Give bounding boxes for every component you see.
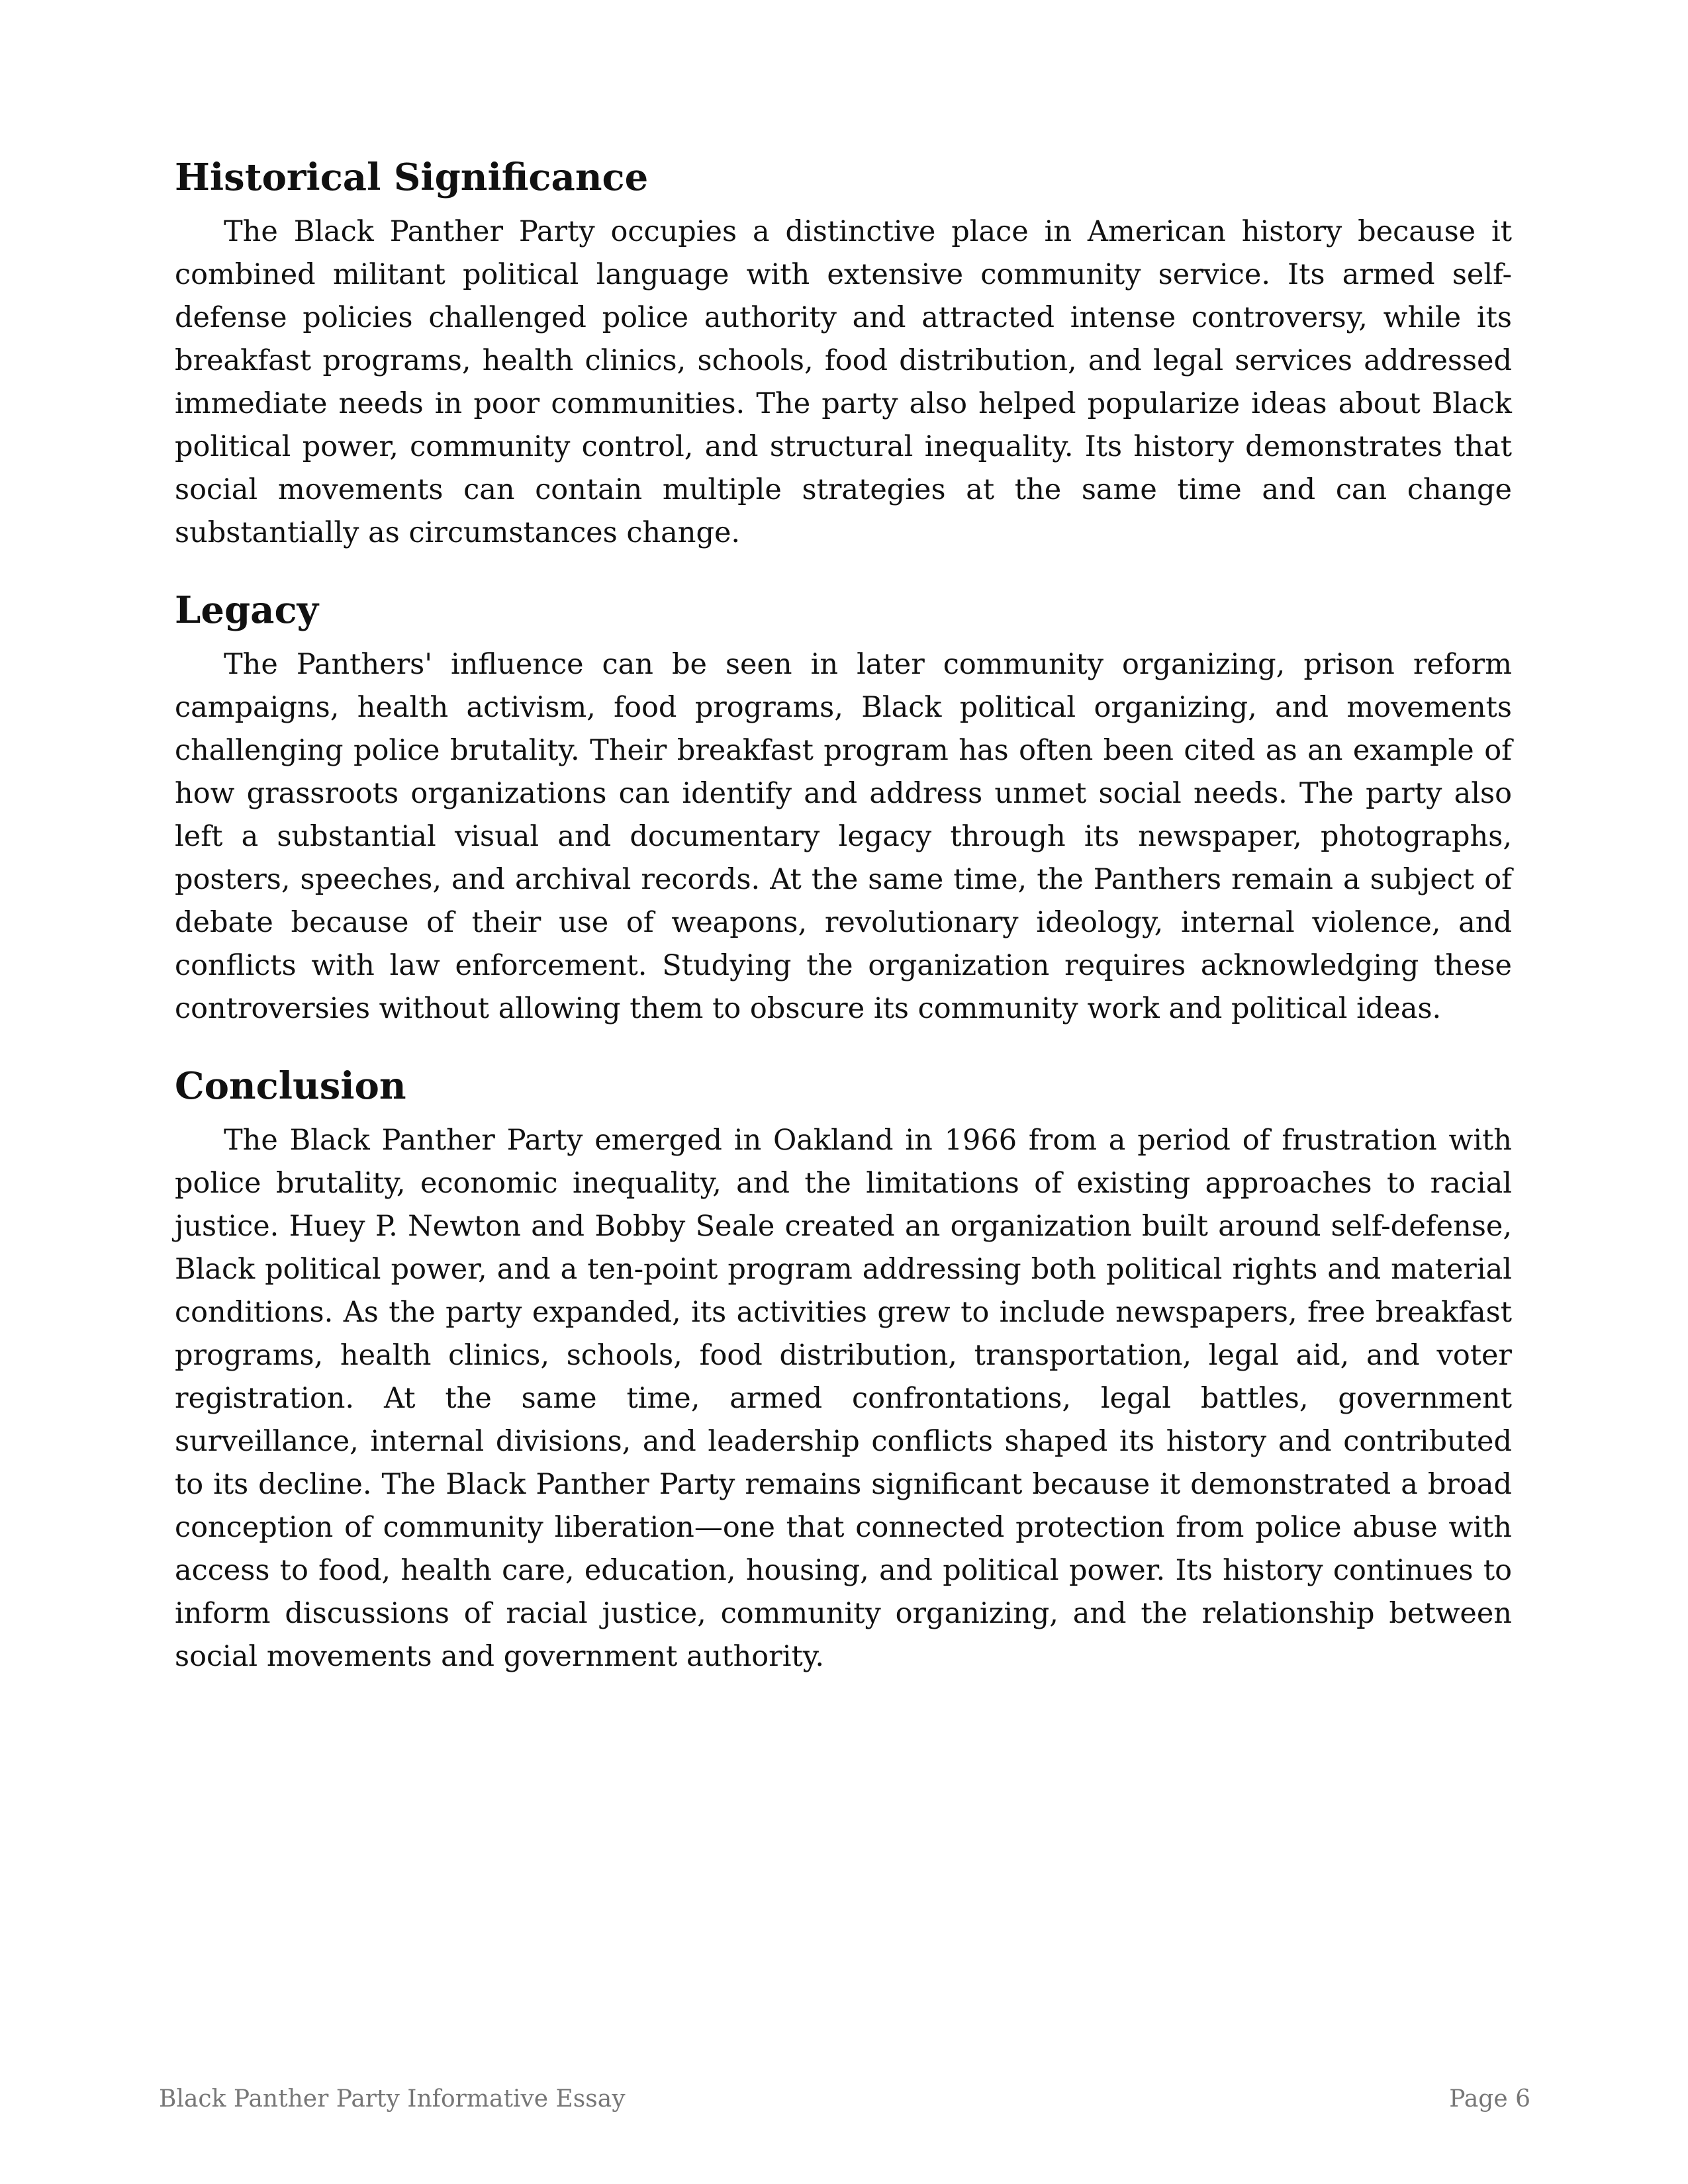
- section-heading: Historical Significance: [175, 156, 649, 199]
- footer-document-title: Black Panther Party Informative Essay: [159, 2085, 626, 2113]
- section-paragraph: The Black Panther Party occupies a distinctive place in American history because it combined militant political language with extensive community service. Its armed self-defense policies challenged police authority and attracted intense controversy, while its breakfast programs, health clinics, schools, food distribution, and legal services addressed immediate needs in poor communities. The party also helped popularize ideas about Black political power, community control, and structural inequality. Its history demonstrates that social movements can contain multiple strategies at the same time and can change substantially as circumstances change.: [175, 215, 1512, 549]
- section-historical-significance: [175, 154, 1512, 555]
- section-legacy: [175, 586, 1512, 1030]
- section-heading: Conclusion: [175, 1064, 406, 1108]
- section-paragraph: The Black Panther Party emerged in Oakland in 1966 from a period of frustration with police brutality, economic inequality, and the limitations of existing approaches to racial justice. Huey P. Newton and Bobby Seale created an organization built around self-defense, Black political power, and a ten-point program addressing both political rights and material conditions. As the party expanded, its activities grew to include newspapers, free breakfast programs, health clinics, schools, food distribution, transportation, legal aid, and voter registration. At the same time, armed confrontations, legal battles, government surveillance, internal divisions, and leadership conflicts shaped its history and contributed to its decline. The Black Panther Party remains significant because it demonstrated a broad conception of community liberation—one that connected protection from police abuse with access to food, health care, education, housing, and political power. Its history continues to inform discussions of racial justice, community organizing, and the relationship between social movements and government authority.: [175, 1124, 1512, 1673]
- footer-page-number: Page 6: [1449, 2085, 1530, 2113]
- document-body: [175, 154, 1512, 1710]
- section-heading: Legacy: [175, 588, 319, 632]
- section-paragraph: The Panthers' influence can be seen in later community organizing, prison reform campaigns, health activism, food programs, Black political organizing, and movements challenging police brutality. Their breakfast program has often been cited as an example of how grassroots organizations can identify and address unmet social needs. The party also left a substantial visual and documentary legacy through its newspaper, photographs, posters, speeches, and archival records. At the same time, the Panthers remain a subject of debate because of their use of weapons, revolutionary ideology, internal violence, and conflicts with law enforcement. Studying the organization requires acknowledging these controversies without allowing them to obscure its community work and political ideas.: [175, 648, 1512, 1025]
- section-conclusion: [175, 1062, 1512, 1678]
